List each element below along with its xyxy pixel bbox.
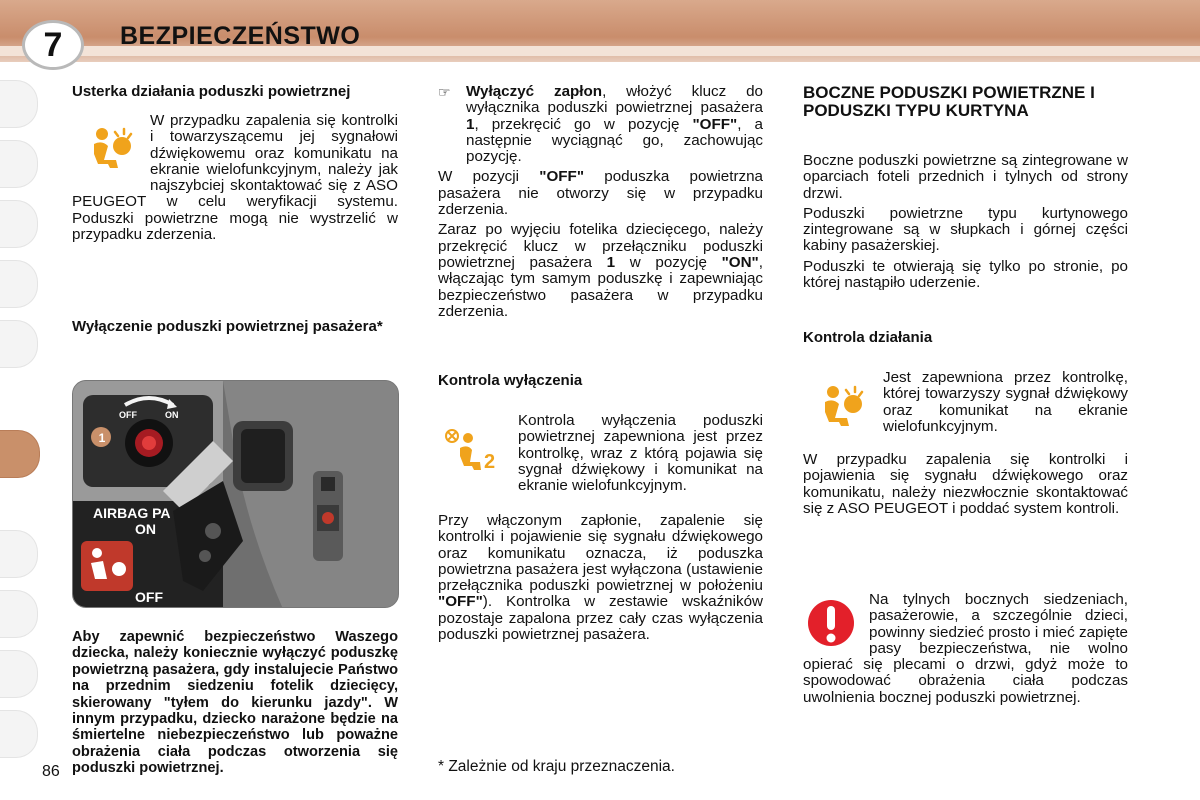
photo-label-airbag: AIRBAG PA — [93, 505, 171, 521]
rear-seat-warning — [803, 592, 1128, 706]
airbag-fault-paragraph: W przypadku zapalenia się kontrolki i towarzyszącemu jej sygnałowi dźwiękowemu oraz komunikatu na ekranie wielofunkcyjnym, należy jak najszybciej skontaktować się z ASO PEUGEOT w celu weryfikacji systemu. Poduszki powietrzne mogą nie wystrzelić w przypadku zderzenia. — [72, 112, 398, 244]
deployment-paragraph: Poduszki te otwierają się tylko po stronie, po której nastąpiło uderzenie. — [803, 257, 1128, 292]
photo-label-off-upper: OFF — [119, 410, 137, 420]
chapter-title: BEZPIECZEŃSTWO — [120, 22, 361, 50]
text-bold: "ON" — [721, 253, 759, 271]
photo-label-on: ON — [135, 521, 156, 537]
text-part: Przy włączonym zapłonie, zapalenie się kontrolki i pojawienie się sygnału dźwiękowego oraz komunikatu oznacza, iż poduszka powietrzna pasażera jest wyłączona (ustawienie przełącznika poduszki powietrznej w położeniu — [438, 512, 763, 595]
on-position-paragraph — [438, 222, 763, 320]
section-title: Usterka działania poduszki powietrznej — [72, 83, 351, 100]
photo-label-on-upper: ON — [165, 410, 179, 420]
chapter-tab[interactable] — [0, 200, 38, 248]
text-part: ). Kontrolka w zestawie wskaźników pozostaje zapalona przez cały czas wyłączenia poduszki powietrznej pasażera. — [438, 593, 763, 644]
middle-column — [438, 84, 763, 324]
off-position-paragraph — [438, 169, 763, 218]
indicator-description: Jest zapewniona przez kontrolkę, której towarzyszy sygnał dźwiękowy oraz komunikat na ekranie wielofunkcyjnym. — [883, 369, 1128, 435]
text-part: , włączając tym samym poduszkę i zapewniając bezpieczeństwo pasażera w przypadku zderzenia. — [438, 253, 763, 320]
text-bold: "OFF" — [438, 593, 483, 611]
chapter-tab[interactable] — [0, 710, 38, 758]
text-part: W pozycji — [438, 168, 540, 186]
ignition-paragraph — [438, 509, 763, 643]
instruction-bold: "OFF" — [692, 115, 738, 133]
chapter-tab-active[interactable] — [0, 430, 40, 478]
instruction-text — [466, 84, 763, 165]
curtain-airbags-paragraph: Poduszki powietrzne typu kurtynowego zintegrowane są w słupkach i górnej części kabiny pasażerskiej. — [803, 204, 1128, 255]
text-part: poduszka powietrzna pasażera nie otworzy się w przypadku zderzenia. — [438, 168, 764, 219]
chapter-tabs — [0, 80, 40, 800]
page-number: 86 — [42, 763, 60, 780]
pointing-hand-icon: ☞ — [438, 84, 451, 100]
instruction-bullet — [438, 84, 763, 165]
chapter-tab[interactable] — [0, 320, 38, 368]
photo-label-off: OFF — [135, 589, 163, 605]
photo-callout-number: 1 — [98, 431, 106, 445]
function-check-text — [803, 370, 1128, 521]
deactivation-check-text — [438, 413, 763, 647]
chapter-tab[interactable] — [0, 530, 38, 578]
rear-seat-warning-text: Na tylnych bocznych siedzeniach, pasażerowie, a szczególnie dzieci, powinny siedzieć prosto i mieć zapięte pasy bezpieczeństwa, nie wolno opierać się plecami o drzwi, gdyż może to spowodować obrażenia ciała podczas uwolnienia bocznej poduszki powietrznej. — [803, 591, 1128, 706]
indicator-description: Kontrola wyłączenia poduszki powietrznej zapewniona jest przez kontrolkę, wraz z którą pojawia się sygnał dźwiękowy i komunikat na ekranie wielofunkcyjnym. — [518, 412, 763, 495]
instruction-part: , włożyć klucz do wyłącznika poduszki powietrznej pasażera — [466, 83, 763, 117]
instruction-part: , przekręcić go w pozycję — [474, 115, 693, 133]
text-bold: 1 — [606, 253, 616, 271]
side-airbags-text — [803, 153, 1128, 295]
chapter-tab[interactable] — [0, 140, 38, 188]
chapter-number: 7 — [22, 20, 84, 70]
chapter-tab[interactable] — [0, 80, 38, 128]
section-title: Kontrola wyłączenia — [438, 372, 583, 389]
contact-dealer-paragraph: W przypadku zapalenia się kontrolki i pojawienia się sygnału dźwiękowego oraz komunikatu, należy niezwłocznie skontaktować się z ASO PEUGEOT i poddać system kontroli. — [803, 451, 1128, 517]
text-part: w pozycję — [615, 253, 722, 271]
footnote: * Zależnie od kraju przeznaczenia. — [438, 758, 675, 775]
airbag-fault-text — [72, 113, 398, 243]
side-airbags-paragraph: Boczne poduszki powietrzne są zintegrowane w oparciach foteli przednich i tylnych od strony drzwi. — [803, 152, 1128, 202]
text-bold: "OFF" — [539, 168, 585, 186]
svg-text:2: 2 — [484, 451, 496, 472]
text-part: Zaraz po wyjęciu fotelika dziecięcego, należy przekręcić klucz w przełączniku poduszki powietrznej pasażera — [438, 221, 763, 271]
instruction-part: , a następnie wyciągnąć go, zachowując pozycję. — [466, 115, 763, 166]
side-airbags-title: BOCZNE PODUSZKI POWIETRZNE I PODUSZKI TYPU KURTYNA — [803, 83, 1095, 120]
section-title: Wyłączenie poduszki powietrznej pasażera* — [72, 318, 383, 335]
instruction-bold: Wyłączyć zapłon — [466, 83, 603, 100]
chapter-tab[interactable] — [0, 650, 38, 698]
section-title: Kontrola działania — [803, 329, 933, 346]
instruction-bold: 1 — [466, 115, 475, 133]
chapter-tab[interactable] — [0, 590, 38, 638]
airbag-switch-photo — [72, 380, 399, 608]
chapter-tab[interactable] — [0, 260, 38, 308]
child-seat-warning: Aby zapewnić bezpieczeństwo Waszego dziecka, należy koniecznie wyłączyć poduszkę powietrzną pasażera, gdy instalujecie Państwo na przednim siedzeniu fotelik dziecięcy, skierowany "tyłem do kierunku jazdy". W innym przypadku, dziecko narażone będzie na śmiertelne niebezpieczeństwo lub poważne obrażenia ciała podczas otworzenia się poduszki powietrznej. — [72, 629, 398, 777]
